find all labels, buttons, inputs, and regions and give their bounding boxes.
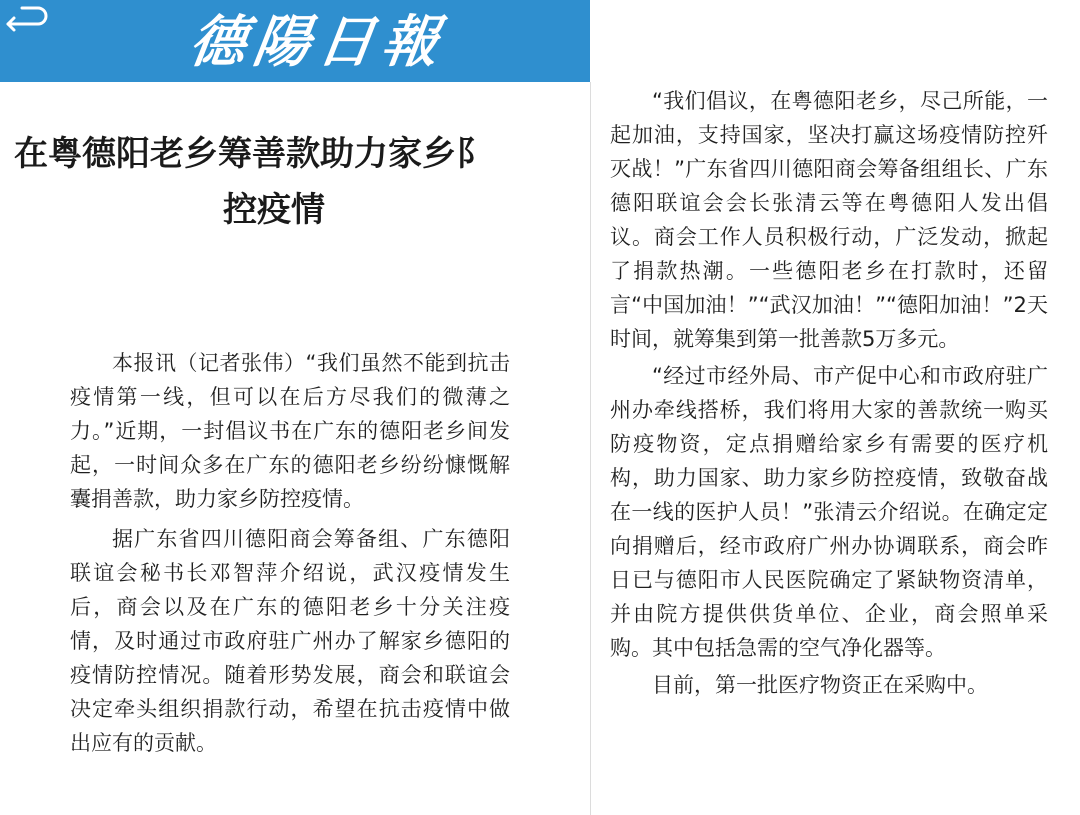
newspaper-logo: 德陽日報 [185, 9, 451, 75]
article-title-line-1: 在粤德阳老乡筹善款助力家乡阝 [14, 134, 490, 174]
masthead [0, 0, 590, 82]
article-title-line-2: 控疫情 [223, 190, 325, 230]
paragraph: 本报讯（记者张伟）“我们虽然不能到抗击疫情第一线，但可以在后方尽我们的微薄之力。”近期，一封倡议书在广东的德阳老乡间发起，一时间众多在广东的德阳老乡纷纷慷慨解囊捐善款，助力家乡防控疫情。 [70, 351, 510, 511]
article-right-column [610, 84, 1048, 705]
back-button[interactable] [4, 6, 54, 46]
back-arrow-icon [4, 6, 54, 46]
article-title [14, 126, 574, 238]
paragraph: “我们倡议，在粤德阳老乡，尽己所能，一起加油，支持国家，坚决打赢这场疫情防控歼灭战！”广东省四川德阳商会筹备组组长、广东德阳联谊会会长张清云等在粤德阳人发出倡议。商会工作人员积极行动，广泛发动，掀起了捐款热潮。一些德阳老乡在打款时，还留言“中国加油！”“武汉加油！”“德阳加油！”2天时间，就筹集到第一批善款5万多元。 [610, 89, 1048, 351]
paragraph: 据广东省四川德阳商会筹备组、广东德阳联谊会秘书长邓智萍介绍说，武汉疫情发生后，商会以及在广东的德阳老乡十分关注疫情，及时通过市政府驻广州办了解家乡德阳的疫情防控情况。随着形势发展，商会和联谊会决定牵头组织捐款行动，希望在抗击疫情中做出应有的贡献。 [70, 527, 510, 755]
paragraph: 目前，第一批医疗物资正在采购中。 [652, 673, 988, 697]
paragraph: “经过市经外局、市产促中心和市政府驻广州办牵线搭桥，我们将用大家的善款统一购买防疫物资，定点捐赠给家乡有需要的医疗机构，助力国家、助力家乡防控疫情，致敬奋战在一线的医护人员！”张清云介绍说。在确定定向捐赠后，经市政府广州办协调联系，商会昨日已与德阳市人民医院确定了紧缺物资清单，并由院方提供供货单位、企业，商会照单采购。其中包括急需的空气净化器等。 [610, 364, 1048, 660]
article-left-column [70, 346, 510, 766]
